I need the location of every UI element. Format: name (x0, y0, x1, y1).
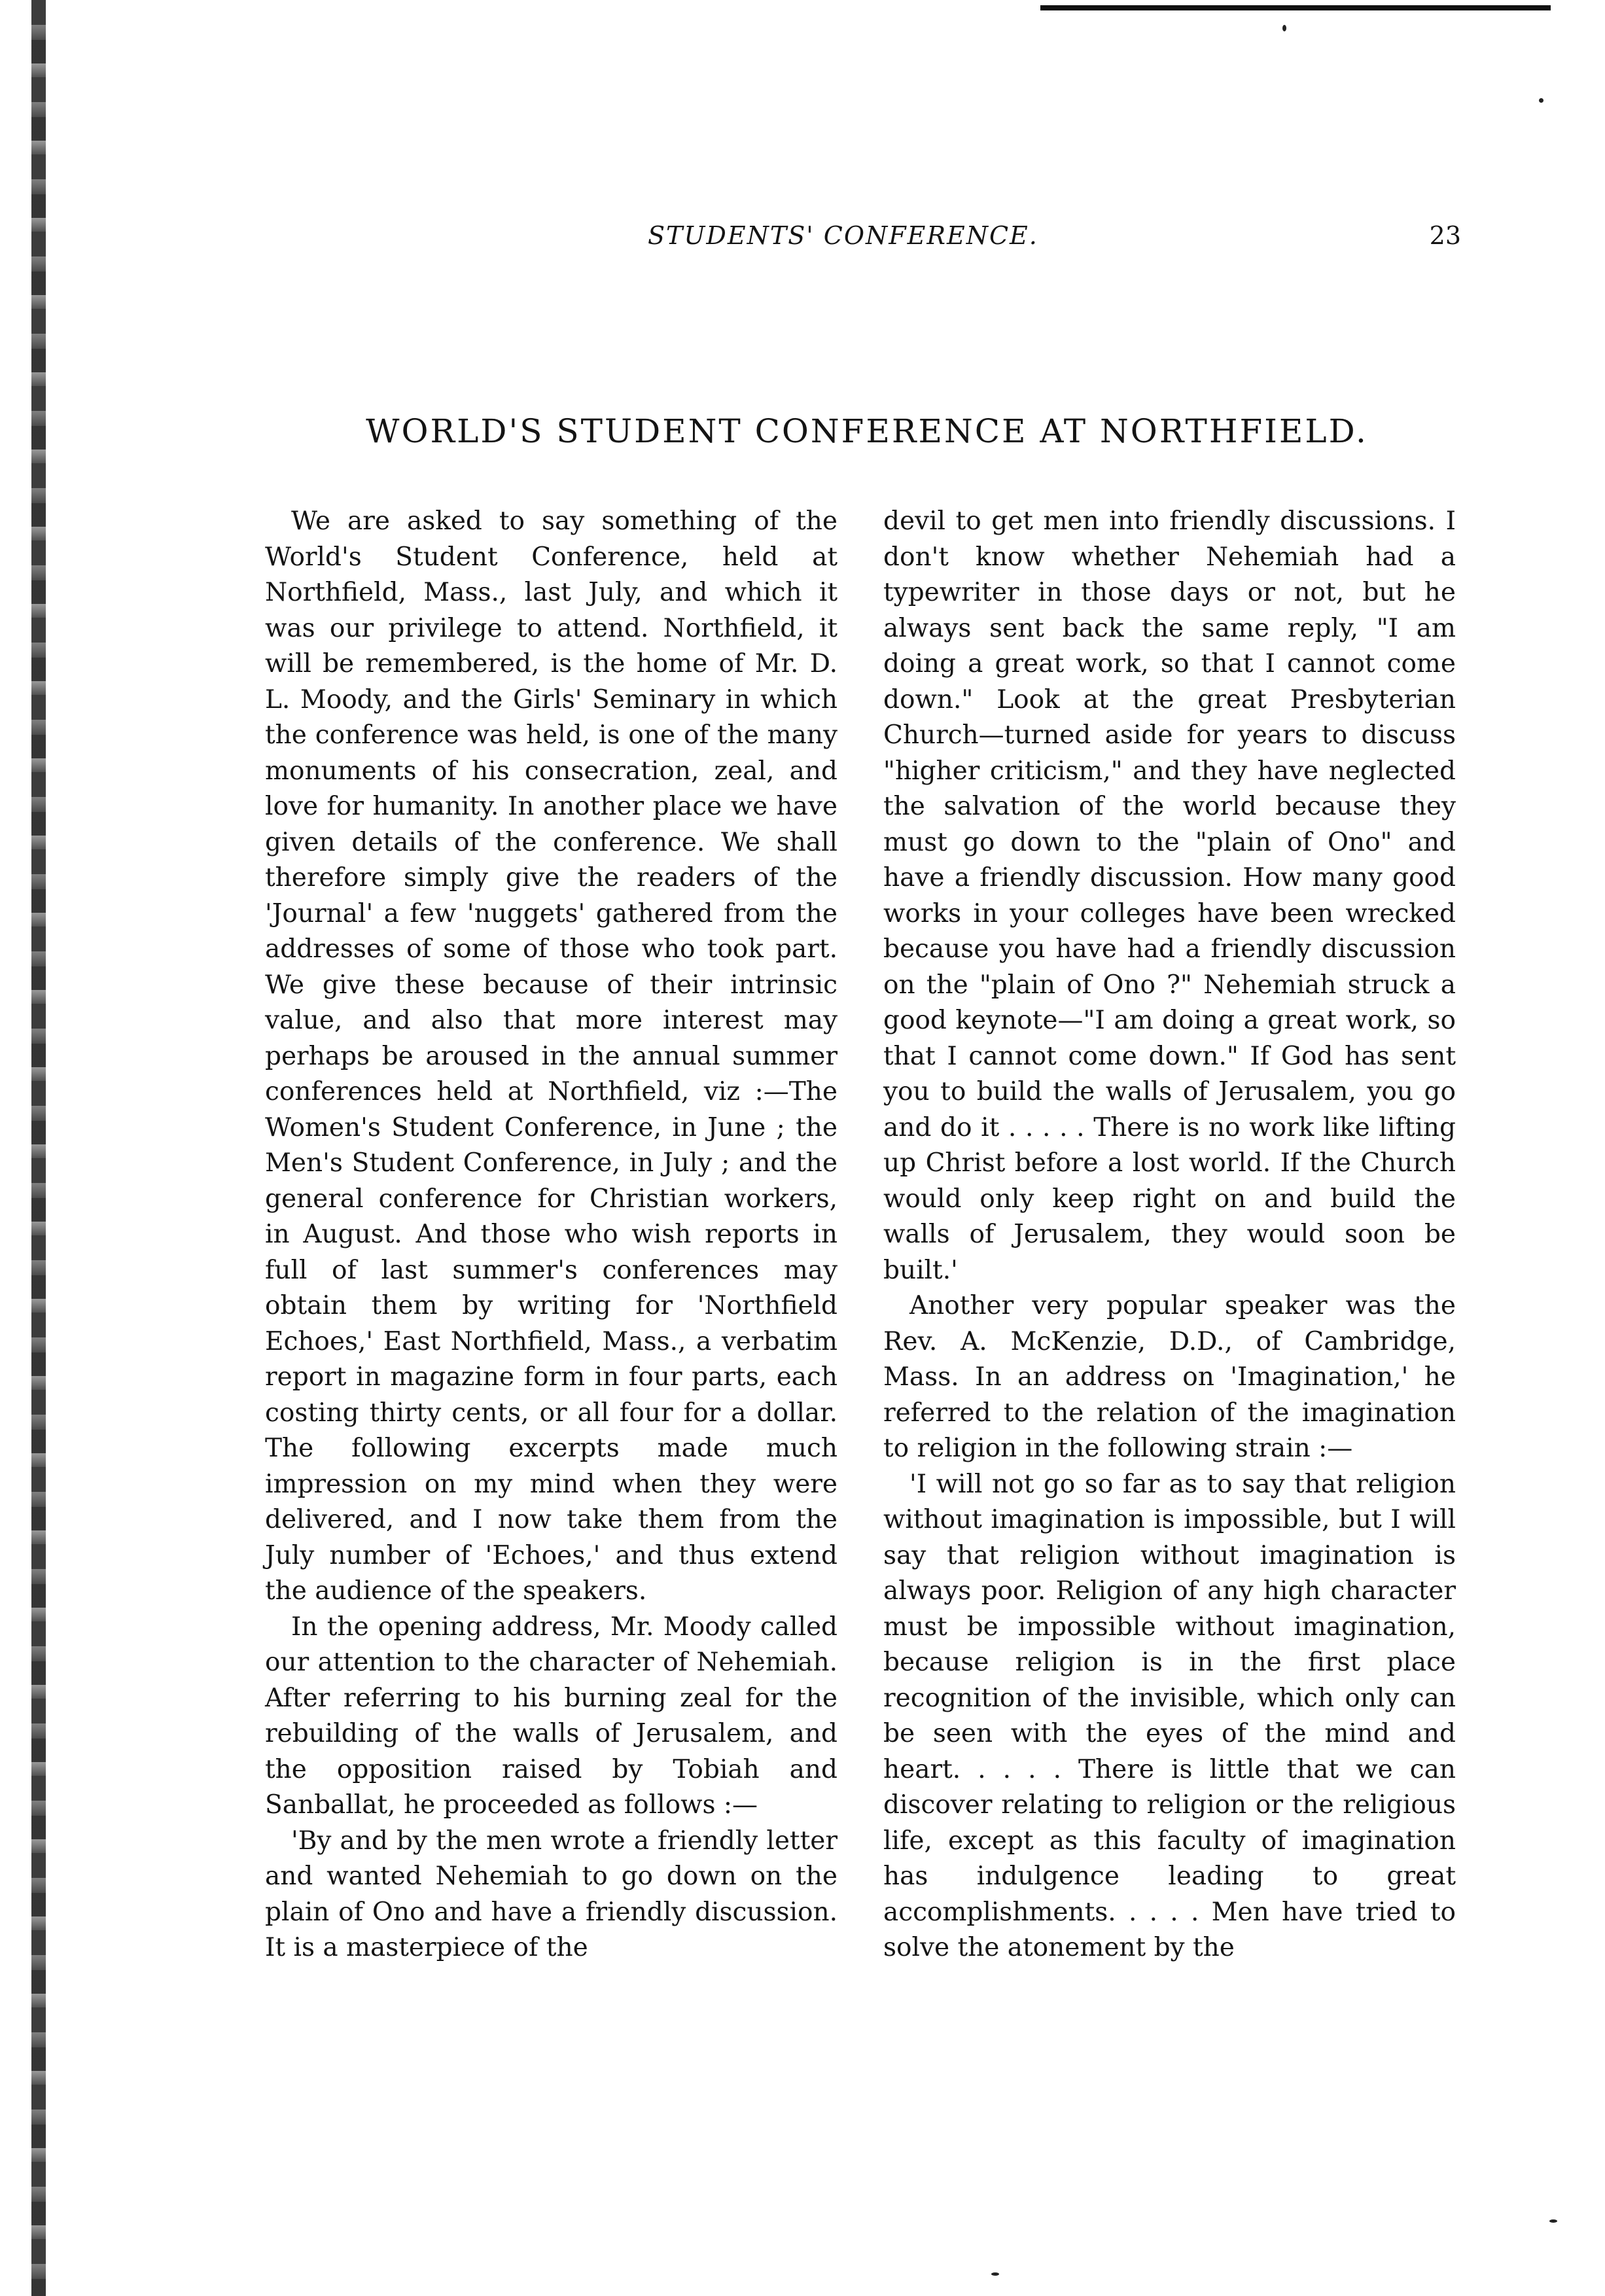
paragraph: 'By and by the men wrote a friendly letter and wanted Nehemiah to go down on the plain of Ono and have a friendly discussion. It is a masterpiece of the (265, 1826, 838, 1962)
ink-speck (991, 2272, 999, 2276)
paragraph: devil to get men into friendly discussions. I don't know whether Nehemiah had a typewriter in those days or not, but he always sent back the same reply, "I am doing a great work, so that I cannot come down." Look at the great Presbyterian Church—turned aside for years to discuss "higher criticism," and they have neglected the salvation of the world because they must go down to the "plain of Ono" and have a friendly discussion. How many good works in your colleges have been wrecked because you have had a friendly discussion on the "plain of Ono ?" Nehemiah struck a good keynote—"I am doing a great work, so that I cannot come down." If God has sent you to build the walls of Jerusalem, you go and do it . . . . . There is no work like lifting up Christ before a lost world. If the Church would only keep right on and build the walls of Jerusalem, they would soon be built.' (883, 506, 1456, 1285)
ink-speck (1539, 98, 1543, 103)
top-rule (1040, 5, 1551, 10)
left-column (265, 504, 838, 1966)
article-title: WORLD'S STUDENT CONFERENCE AT NORTHFIELD. (366, 412, 1368, 450)
paragraph: In the opening address, Mr. Moody called our attention to the character of Nehemiah. After referring to his burning zeal for the rebuilding of the walls of Jerusalem, and the opposition raised by Tobiah and Sanballat, he proceeded as follows :— (265, 1612, 838, 1820)
paragraph: 'I will not go so far as to say that religion without imagination is impossible, but I will say that religion without imagination is always poor. Religion of any high character must be impossible without imagination, because religion is in the first place recognition of the invisible, which only can be seen with the eyes of the mind and heart. . . . . There is little that we can discover relating to religion or the religious life, except as this faculty of imagination has indulgence leading to great accomplishments. . . . . Men have tried to solve the atonement by the (883, 1469, 1456, 1962)
paragraph: Another very popular speaker was the Rev. A. McKenzie, D.D., of Cambridge, Mass. In an address on 'Imagination,' he referred to the relation of the imagination to religion in the following strain :— (883, 1291, 1456, 1463)
page-number: 23 (1429, 221, 1461, 250)
paragraph: We are asked to say something of the World's Student Conference, held at Northfield, Mass., last July, and which it was our privilege to attend. Northfield, it will be remembered, is the home of Mr. D. L. Moody, and the Girls' Seminary in which the conference was held, is one of the many monuments of his consecration, zeal, and love for humanity. In another place we have given details of the conference. We shall therefore simply give the readers of the 'Journal' a few 'nuggets' gathered from the addresses of some of those who took part. We give these because of their intrinsic value, and also that more interest may perhaps be aroused in the annual summer conferences held at Northfield, viz :—The Women's Student Conference, in June ; the Men's Student Conference, in July ; and the general conference for Christian workers, in August. And those who wish reports in full of last summer's conferences may obtain them by writing for 'Northfield Echoes,' East Northfield, Mass., a verbatim report in magazine form in four parts, each costing thirty cents, or all four for a dollar. The following excerpts made much impression on my mind when they were delivered, and I now take them from the July number of 'Echoes,' and thus extend the audience of the speakers. (265, 506, 838, 1606)
running-head: STUDENTS' CONFERENCE. (648, 221, 1038, 250)
right-column (883, 504, 1456, 1966)
ink-speck (1549, 2219, 1557, 2223)
ink-speck (1282, 25, 1286, 31)
page-binding-edge (31, 0, 46, 2296)
